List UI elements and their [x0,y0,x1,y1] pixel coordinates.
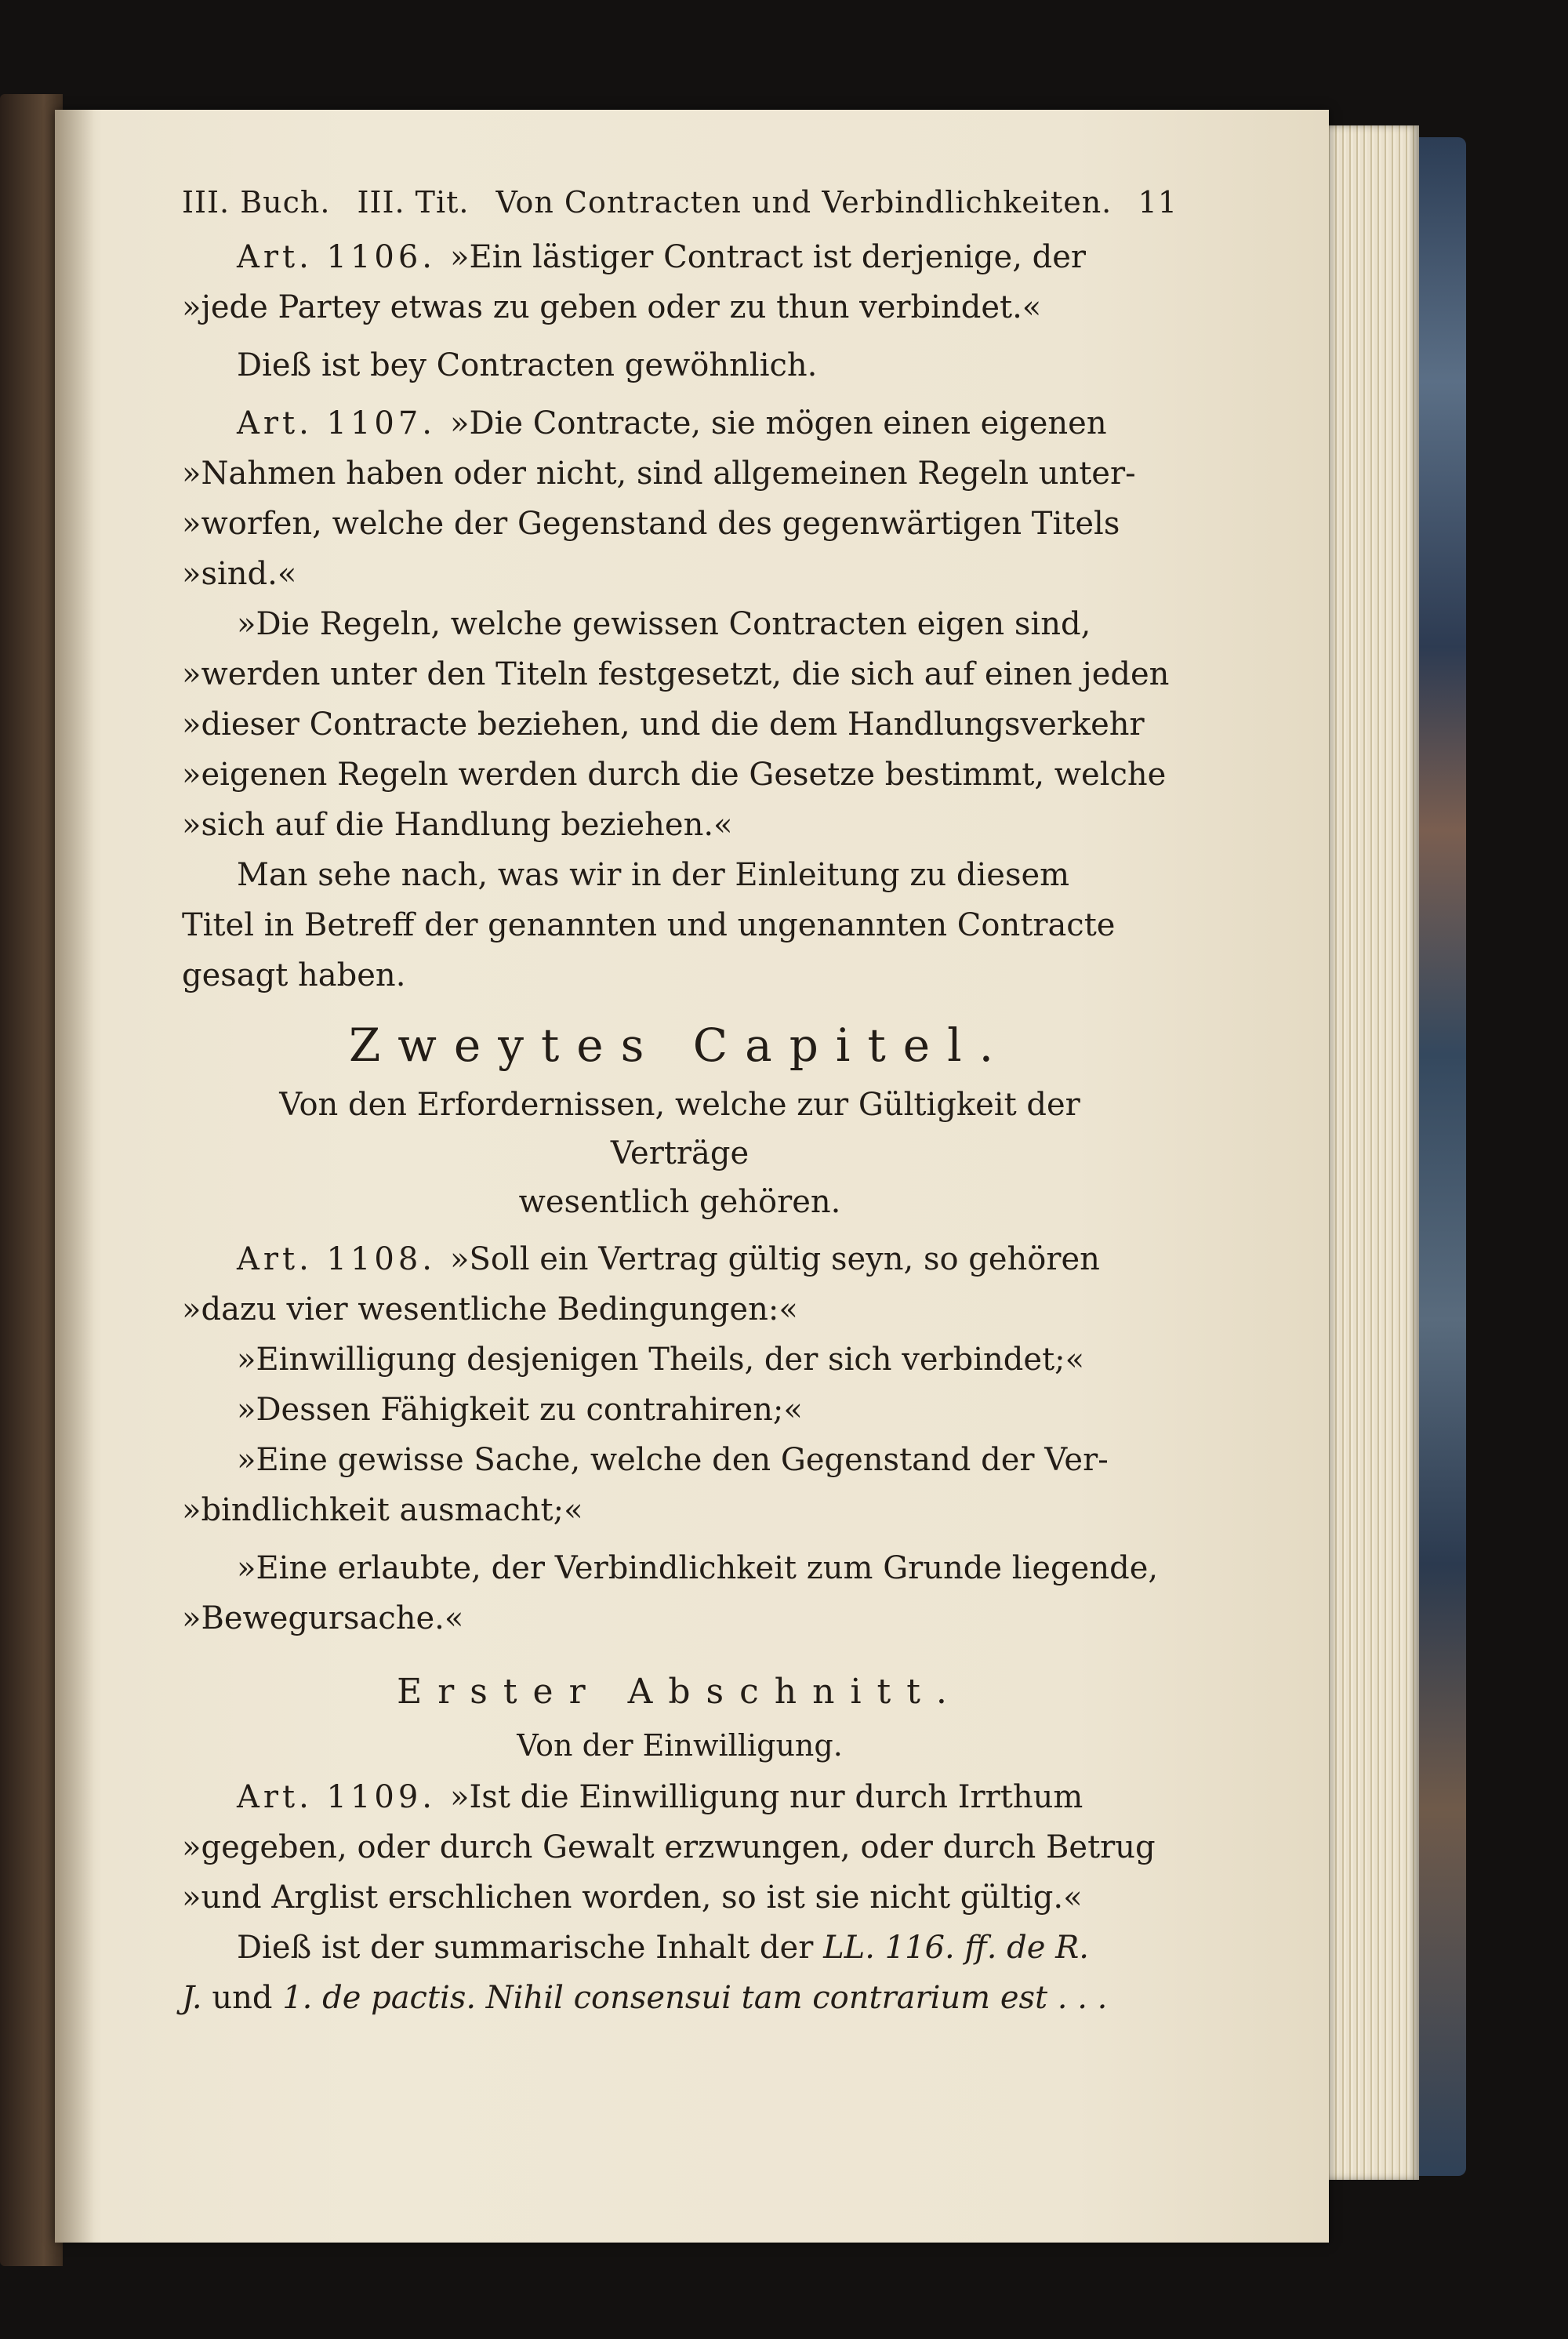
page-edges [1325,125,1419,2180]
text-line: »Dessen Fähigkeit zu contrahiren;« [237,1392,803,1428]
article-label: Art. 1106. [237,239,437,275]
latin-citation: 1. de pactis. Nihil consensui tam contrarium est . . . [282,1980,1108,2016]
header-book: III. Buch. [182,185,331,220]
text-line: »Bewegursache.« [182,1600,464,1636]
header-title: Von Contracten und Verbindlichkeiten. [495,185,1112,220]
text-line: »dazu vier wesentliche Bedingungen:« [182,1291,798,1327]
text-line: »Nahmen haben oder nicht, sind allgemeinen Regeln unter- [182,456,1136,492]
article-label: Art. 1109. [237,1779,437,1815]
page-gutter-shadow [55,110,94,2243]
text-line: »bindlichkeit ausmacht;« [182,1492,583,1528]
page-text [182,179,1178,2023]
text-line: »sich auf die Handlung beziehen.« [182,807,733,843]
text-line: »Eine gewisse Sache, welche den Gegenstand der Ver- [237,1442,1109,1478]
text-line: »werden unter den Titeln festgesetzt, die sich auf einen jeden [182,656,1170,692]
text-line: »Die Contracte, sie mögen einen eigenen [450,405,1107,441]
text-line: »Ist die Einwilligung nur durch Irrthum [450,1779,1083,1815]
text-line: »Die Regeln, welche gewissen Contracten eigen sind, [237,606,1091,642]
book-cover-left [0,94,63,2266]
article-1109 [182,1772,1178,1923]
text-line: »Eine erlaubte, der Verbindlichkeit zum Grunde liegende, [237,1550,1159,1586]
article-1107 [182,398,1178,599]
section-subtitle: Von der Einwilligung. [517,1728,843,1763]
text-line: »worfen, welche der Gegenstand des gegenwärtigen Titels [182,506,1120,542]
text-line: »sind.« [182,556,297,592]
article-label: Art. 1107. [237,405,437,441]
page-number: 11 [1138,185,1178,220]
text-line: Man sehe nach, was wir in der Einleitung zu diesem [237,857,1070,893]
commentary-1106 [182,340,1178,390]
commentary-1107 [182,850,1178,1001]
chapter-subtitle [213,1081,1146,1226]
latin-citation: LL. 116. ff. de R. [823,1930,1089,1966]
text-line: »Soll ein Vertrag gültig seyn, so gehören [450,1241,1100,1277]
text-line: Von den Erfordernissen, welche zur Gültigkeit der Verträge [279,1087,1080,1171]
commentary-1109 [182,1923,1178,2023]
text-line: »gegeben, oder durch Gewalt erzwungen, oder durch Betrug [182,1829,1156,1865]
text-line: Dieß ist der summarische Inhalt der [237,1930,814,1966]
article-1106 [182,232,1178,332]
text-line: gesagt haben. [182,957,406,993]
chapter-heading: Zweytes Capitel. [348,1019,1011,1072]
text-line: wesentlich gehören. [518,1184,841,1220]
text-line: Dieß ist bey Contracten gewöhnlich. [237,347,818,383]
latin-citation: J. [182,1980,202,2016]
text-line: »eigenen Regeln werden durch die Gesetze bestimmt, welche [182,757,1167,793]
running-header [182,179,1178,226]
text-line: »dieser Contracte beziehen, und die dem Handlungsverkehr [182,706,1145,743]
header-title-number: III. Tit. [357,185,470,220]
text-line: »Ein lästiger Contract ist derjenige, der [450,239,1087,275]
section-heading: Erster Abschnitt. [397,1672,963,1712]
text-line: »Einwilligung desjenigen Theils, der sich verbindet;« [237,1342,1085,1378]
text-line: Titel in Betreff der genannten und ungenannten Contracte [182,907,1116,943]
article-1107-second-paragraph [182,599,1178,850]
article-1108 [182,1234,1178,1643]
article-label: Art. 1108. [237,1241,437,1277]
text-line: »und Arglist erschlichen worden, so ist sie nicht gültig.« [182,1880,1083,1916]
text-line: und [212,1980,273,2016]
text-line: »jede Partey etwas zu geben oder zu thun verbindet.« [182,289,1042,325]
